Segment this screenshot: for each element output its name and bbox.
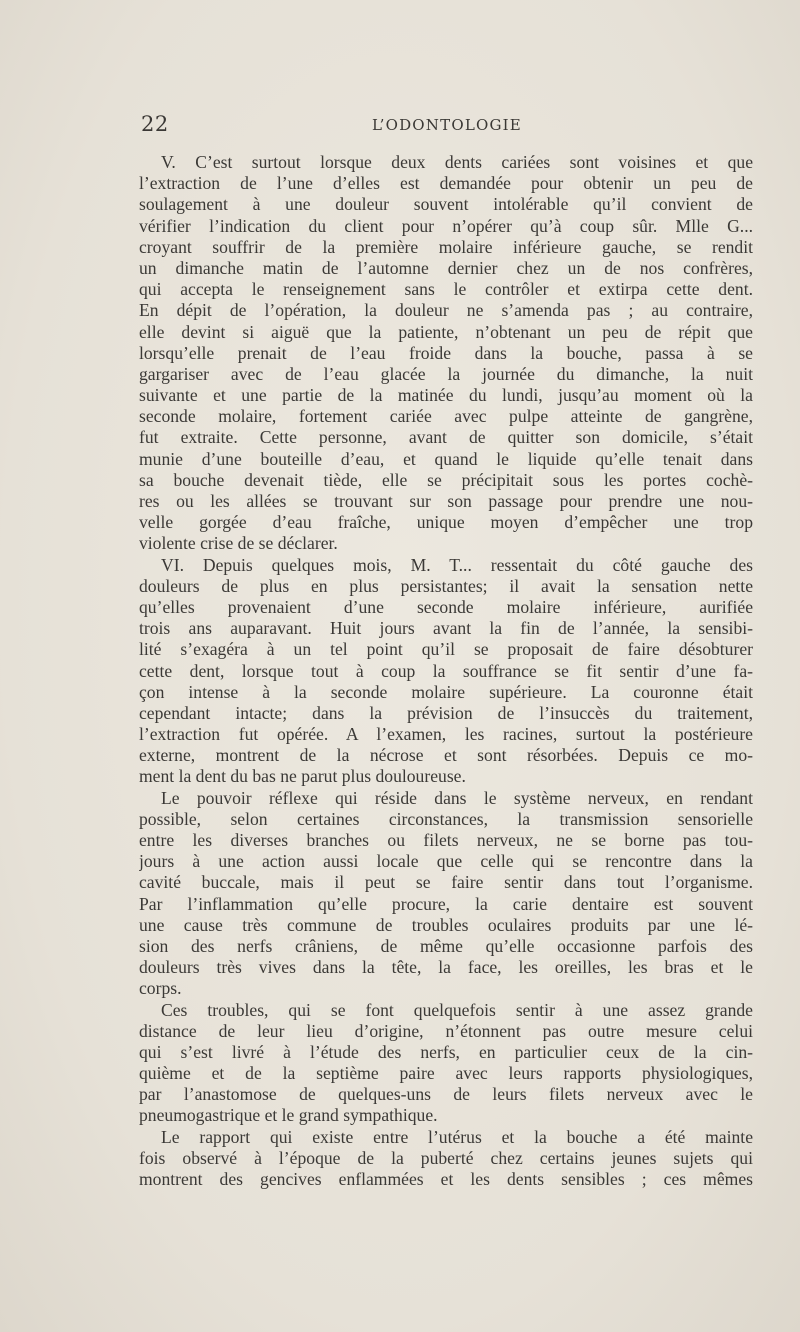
text-line: munie d’une bouteille d’eau, et quand le liquide qu’elle tenait dans	[139, 448, 753, 469]
text-line: sion des nerfs crâniens, de même qu’elle occasionne parfois des	[139, 935, 753, 956]
text-line: qui accepta le renseignement sans le contrôler et extirpa cette dent.	[139, 279, 753, 300]
text-line: violente crise de se déclarer.	[139, 533, 338, 554]
text-line: par l’anastomose de quelques-uns de leurs filets nerveux avec le	[139, 1084, 753, 1105]
text-line: douleurs de plus en plus persistantes; il avait la sensation nette	[139, 575, 753, 596]
text-line: elle devint si aiguë que la patiente, n’obtenant un peu de répit que	[139, 321, 753, 342]
text-line: trois ans auparavant. Huit jours avant la fin de l’année, la sensibi-	[139, 618, 753, 639]
text-line: soulagement à une douleur souvent intolérable qu’il convient de	[139, 194, 753, 215]
text-line: res ou les allées se trouvant sur son passage pour prendre une nou-	[139, 491, 753, 511]
text-line: velle gorgée d’eau fraîche, unique moyen d’empêcher une trop	[139, 512, 753, 533]
text-line: distance de leur lieu d’origine, n’étonnent pas outre mesure celui	[139, 1020, 753, 1041]
text-line: Par l’inflammation qu’elle procure, la carie dentaire est souvent	[139, 893, 753, 914]
text-line: douleurs très vives dans la tête, la face, les oreilles, les bras et le	[139, 957, 753, 978]
text-line: une cause très commune de troubles oculaires produits par une lé-	[139, 914, 753, 935]
text-line: çon intense à la seconde molaire supérieure. La couronne était	[139, 681, 753, 702]
text-line: l’extraction de l’une d’elles est demandée pour obtenir un peu de	[139, 173, 753, 194]
text-line: suivante et une partie de la matinée du lundi, jusqu’au moment où la	[139, 385, 753, 406]
text-line: sa bouche devenait tiède, elle se précipitait sous les portes cochè-	[139, 469, 753, 490]
text-line: l’extraction fut opérée. A l’examen, les racines, surtout la postérieure	[139, 724, 753, 745]
page-header	[141, 112, 753, 142]
text-line: quième et de la septième paire avec leurs rapports physiologiques,	[139, 1063, 753, 1084]
text-line: vérifier l’indication du client pour n’opérer qu’à coup sûr. Mlle G...	[139, 215, 753, 236]
text-line: externe, montrent de la nécrose et sont résorbées. Depuis ce mo-	[139, 745, 753, 766]
text-line: qu’elles provenaient d’une seconde molaire inférieure, aurifiée	[139, 596, 753, 617]
text-line: un dimanche matin de l’automne dernier chez un de nos confrères,	[139, 257, 753, 278]
text-line: Le rapport qui existe entre l’utérus et la bouche a été mainte	[161, 1126, 753, 1147]
page-number: 22	[141, 112, 169, 136]
text-line: cavité buccale, mais il peut se faire sentir dans tout l’organisme.	[139, 872, 753, 893]
text-line: cependant intacte; dans la prévision de l’insuccès du traitement,	[139, 702, 753, 723]
text-line: gargariser avec de l’eau glacée la journée du dimanche, la nuit	[139, 363, 753, 384]
text-line: fois observé à l’époque de la puberté chez certains jeunes sujets qui	[139, 1147, 753, 1168]
body-text	[139, 152, 753, 1190]
text-line: Le pouvoir réflexe qui réside dans le système nerveux, en rendant	[161, 787, 753, 808]
text-line: possible, selon certaines circonstances, la transmission sensorielle	[139, 808, 753, 829]
text-line: Ces troubles, qui se font quelquefois sentir à une assez grande	[161, 999, 753, 1020]
text-line: VI. Depuis quelques mois, M. T... ressentait du côté gauche des	[161, 554, 753, 575]
text-line: pneumogastrique et le grand sympathique.	[139, 1105, 438, 1126]
text-line: cette dent, lorsque tout à coup la souffrance se fit sentir d’une fa-	[139, 660, 753, 681]
text-line: corps.	[139, 978, 182, 999]
text-line: lorsqu’elle prenait de l’eau froide dans la bouche, passa à se	[139, 342, 753, 363]
text-line: montrent des gencives enflammées et les dents sensibles ; ces mêmes	[139, 1169, 753, 1189]
text-line: seconde molaire, fortement cariée avec pulpe atteinte de gangrène,	[139, 406, 753, 427]
text-line: qui s’est livré à l’étude des nerfs, en particulier ceux de la cin-	[139, 1041, 753, 1062]
text-line: ment la dent du bas ne parut plus douloureuse.	[139, 766, 466, 787]
text-line: entre les diverses branches ou filets nerveux, ne se borne pas tou-	[139, 830, 753, 850]
running-title: L’ODONTOLOGIE	[372, 116, 522, 134]
text-line: V. C’est surtout lorsque deux dents cariées sont voisines et que	[161, 152, 753, 172]
text-line: jours à une action aussi locale que celle qui se rencontre dans la	[139, 851, 753, 872]
text-line: croyant souffrir de la première molaire inférieure gauche, se rendit	[139, 236, 753, 257]
text-line: En dépit de l’opération, la douleur ne s’amenda pas ; au contraire,	[139, 300, 753, 321]
text-line: lité s’exagéra à un tel point qu’il se proposait de faire désobturer	[139, 639, 753, 660]
text-line: fut extraite. Cette personne, avant de quitter son domicile, s’était	[139, 427, 753, 448]
